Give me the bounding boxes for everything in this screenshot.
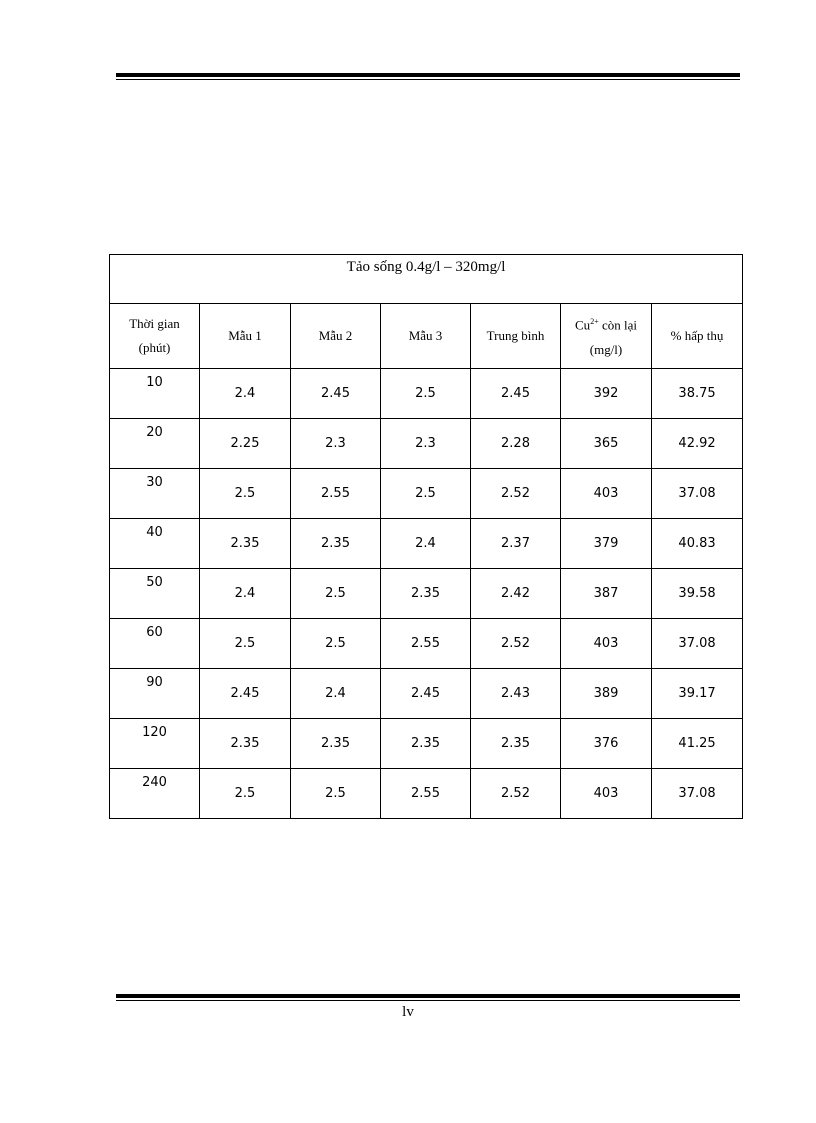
cell-cu-remaining: 365 — [561, 419, 652, 469]
cell-time: 120 — [110, 719, 200, 769]
cell-absorption: 41.25 — [652, 719, 743, 769]
cell-cu-remaining: 403 — [561, 469, 652, 519]
cell-absorption: 38.75 — [652, 369, 743, 419]
cell-sample3: 2.3 — [381, 419, 471, 469]
table-row — [110, 769, 743, 819]
col-header-time: Thời gian (phút) — [110, 304, 200, 369]
col-header-sample1: Mẫu 1 — [200, 304, 291, 369]
cell-cu-remaining: 379 — [561, 519, 652, 569]
cell-absorption: 39.17 — [652, 669, 743, 719]
cell-sample1: 2.5 — [200, 469, 291, 519]
cell-sample1: 2.4 — [200, 369, 291, 419]
cell-cu-remaining: 376 — [561, 719, 652, 769]
cell-time: 40 — [110, 519, 200, 569]
table-row — [110, 719, 743, 769]
table-row — [110, 369, 743, 419]
cell-sample1: 2.5 — [200, 769, 291, 819]
cell-sample2: 2.45 — [291, 369, 381, 419]
cell-time: 20 — [110, 419, 200, 469]
cell-sample3: 2.55 — [381, 769, 471, 819]
cell-average: 2.52 — [471, 769, 561, 819]
col-header-absorption: % hấp thụ — [652, 304, 743, 369]
cell-cu-remaining: 403 — [561, 769, 652, 819]
cell-time: 90 — [110, 669, 200, 719]
cell-average: 2.42 — [471, 569, 561, 619]
cell-average: 2.37 — [471, 519, 561, 569]
cell-sample3: 2.35 — [381, 719, 471, 769]
cell-time: 30 — [110, 469, 200, 519]
cell-sample3: 2.4 — [381, 519, 471, 569]
cell-average: 2.45 — [471, 369, 561, 419]
table-row — [110, 569, 743, 619]
table-row — [110, 469, 743, 519]
cell-sample1: 2.45 — [200, 669, 291, 719]
cell-cu-remaining: 392 — [561, 369, 652, 419]
cell-cu-remaining: 403 — [561, 619, 652, 669]
cell-time: 60 — [110, 619, 200, 669]
cell-sample2: 2.5 — [291, 569, 381, 619]
cell-sample1: 2.25 — [200, 419, 291, 469]
table-row — [110, 619, 743, 669]
cell-sample3: 2.5 — [381, 469, 471, 519]
cell-absorption: 42.92 — [652, 419, 743, 469]
cell-sample3: 2.5 — [381, 369, 471, 419]
cell-sample2: 2.5 — [291, 769, 381, 819]
table-row — [110, 519, 743, 569]
footer-rule — [116, 994, 740, 1001]
table-row — [110, 419, 743, 469]
cell-absorption: 39.58 — [652, 569, 743, 619]
cell-absorption: 37.08 — [652, 469, 743, 519]
header-rule — [116, 73, 740, 80]
cell-cu-remaining: 389 — [561, 669, 652, 719]
table-row — [110, 669, 743, 719]
col-header-sample3: Mẫu 3 — [381, 304, 471, 369]
cell-time: 240 — [110, 769, 200, 819]
data-table — [109, 254, 743, 819]
cell-sample2: 2.55 — [291, 469, 381, 519]
col-header-cu-remaining: $Cu^{2+}$ còn lại (mg/l) — [561, 304, 652, 369]
col-header-sample2: Mẫu 2 — [291, 304, 381, 369]
cell-sample3: 2.35 — [381, 569, 471, 619]
table-title: Tảo sống 0.4g/l – 320mg/l — [110, 255, 743, 304]
cell-cu-remaining: 387 — [561, 569, 652, 619]
cell-sample2: 2.4 — [291, 669, 381, 719]
cell-absorption: 37.08 — [652, 619, 743, 669]
cell-sample3: 2.45 — [381, 669, 471, 719]
cell-time: 50 — [110, 569, 200, 619]
cell-sample1: 2.35 — [200, 719, 291, 769]
cell-average: 2.43 — [471, 669, 561, 719]
cell-average: 2.28 — [471, 419, 561, 469]
cell-sample1: 2.4 — [200, 569, 291, 619]
cell-sample2: 2.3 — [291, 419, 381, 469]
col-header-average: Trung bình — [471, 304, 561, 369]
header-row — [110, 304, 743, 369]
cell-sample3: 2.55 — [381, 619, 471, 669]
table-body — [110, 369, 743, 819]
cell-average: 2.52 — [471, 619, 561, 669]
cell-sample2: 2.5 — [291, 619, 381, 669]
page-number: lv — [402, 1004, 414, 1020]
cell-average: 2.52 — [471, 469, 561, 519]
cell-time: 10 — [110, 369, 200, 419]
cell-sample2: 2.35 — [291, 719, 381, 769]
cell-absorption: 37.08 — [652, 769, 743, 819]
cell-sample1: 2.35 — [200, 519, 291, 569]
cell-absorption: 40.83 — [652, 519, 743, 569]
cell-average: 2.35 — [471, 719, 561, 769]
cell-sample1: 2.5 — [200, 619, 291, 669]
cell-sample2: 2.35 — [291, 519, 381, 569]
